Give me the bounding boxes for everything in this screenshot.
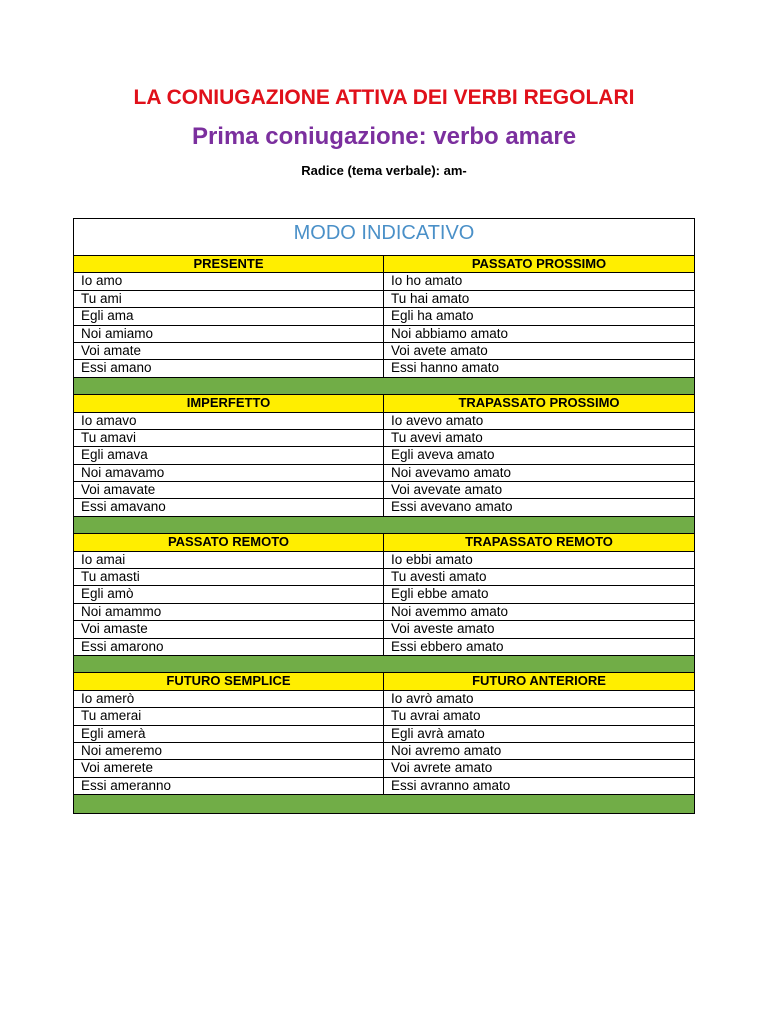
tense-header-simple: FUTURO SEMPLICE xyxy=(74,673,384,689)
simple-form-cell: Io amerò xyxy=(74,691,384,707)
tense-header-simple: PASSATO REMOTO xyxy=(74,534,384,550)
table-row xyxy=(74,778,694,795)
simple-form-cell: Egli amava xyxy=(74,447,384,463)
compound-form-cell: Io avevo amato xyxy=(391,412,484,428)
table-row xyxy=(74,447,694,464)
simple-form-cell: Io amo xyxy=(74,273,384,289)
table-row xyxy=(74,413,694,430)
simple-form-cell: Voi amerete xyxy=(74,760,384,776)
simple-form-cell: Voi amate xyxy=(74,343,384,359)
table-row xyxy=(74,621,694,638)
compound-form-cell: Tu avrai amato xyxy=(391,708,481,724)
compound-form-cell: Essi avranno amato xyxy=(391,777,511,793)
compound-form-cell: Tu hai amato xyxy=(391,290,470,306)
table-row xyxy=(74,343,694,360)
table-row xyxy=(74,499,694,516)
section-separator xyxy=(74,795,694,812)
simple-form-cell: Io amavo xyxy=(74,413,384,429)
simple-form-cell: Essi amavano xyxy=(74,499,384,515)
table-row xyxy=(74,708,694,725)
simple-form-cell: Egli amò xyxy=(74,586,384,602)
simple-form-cell: Essi ameranno xyxy=(74,778,384,794)
simple-form-cell: Tu amavi xyxy=(74,430,384,446)
tense-header-row xyxy=(74,534,694,551)
tense-header-simple: PRESENTE xyxy=(74,256,384,272)
compound-form-cell: Essi hanno amato xyxy=(391,360,500,376)
simple-form-cell: Voi amavate xyxy=(74,482,384,498)
table-row xyxy=(74,465,694,482)
tense-header-row xyxy=(74,395,694,412)
tense-header-compound: TRAPASSATO REMOTO xyxy=(384,534,694,550)
document-subtitle: Prima coniugazione: verbo amare xyxy=(191,123,577,150)
compound-form-cell: Voi aveste amato xyxy=(391,621,495,637)
compound-form-cell: Egli ha amato xyxy=(391,308,474,324)
table-row xyxy=(74,569,694,586)
compound-form-cell: Io avrò amato xyxy=(391,690,474,706)
tense-header-row xyxy=(74,673,694,690)
table-row xyxy=(74,586,694,603)
compound-form-cell: Egli avrà amato xyxy=(391,725,485,741)
table-row xyxy=(74,482,694,499)
simple-form-cell: Egli ama xyxy=(74,308,384,324)
section-separator xyxy=(74,517,694,534)
table-row xyxy=(74,552,694,569)
simple-form-cell: Tu amerai xyxy=(74,708,384,724)
compound-form-cell: Essi avevano amato xyxy=(391,499,513,515)
table-row xyxy=(74,430,694,447)
simple-form-cell: Io amai xyxy=(74,552,384,568)
compound-form-cell: Egli ebbe amato xyxy=(391,586,489,602)
compound-form-cell: Tu avesti amato xyxy=(391,569,487,585)
table-row xyxy=(74,760,694,777)
mode-header: MODO INDICATIVO xyxy=(74,219,694,256)
simple-form-cell: Voi amaste xyxy=(74,621,384,637)
simple-form-cell: Essi amano xyxy=(74,360,384,376)
tense-header-compound: PASSATO PROSSIMO xyxy=(384,256,694,272)
compound-form-cell: Noi avremo amato xyxy=(391,742,502,758)
compound-form-cell: Noi avevamo amato xyxy=(391,464,512,480)
simple-form-cell: Noi ameremo xyxy=(74,743,384,759)
section-separator xyxy=(74,378,694,395)
table-row xyxy=(74,726,694,743)
table-row xyxy=(74,308,694,325)
table-row xyxy=(74,360,694,377)
document-title: LA CONIUGAZIONE ATTIVA DEI VERBI REGOLARI xyxy=(133,86,635,109)
compound-form-cell: Noi abbiamo amato xyxy=(391,325,509,341)
table-row xyxy=(74,604,694,621)
simple-form-cell: Noi amammo xyxy=(74,604,384,620)
tense-header-simple: IMPERFETTO xyxy=(74,395,384,411)
compound-form-cell: Voi avevate amato xyxy=(391,482,503,498)
tense-header-compound: TRAPASSATO PROSSIMO xyxy=(384,395,694,411)
compound-form-cell: Essi ebbero amato xyxy=(391,638,504,654)
compound-form-cell: Noi avemmo amato xyxy=(391,603,509,619)
simple-form-cell: Tu amasti xyxy=(74,569,384,585)
tense-header-row xyxy=(74,256,694,273)
simple-form-cell: Noi amiamo xyxy=(74,326,384,342)
compound-form-cell: Egli aveva amato xyxy=(391,447,495,463)
section-separator xyxy=(74,656,694,673)
conjugation-table xyxy=(73,218,695,814)
table-row xyxy=(74,743,694,760)
table-row xyxy=(74,691,694,708)
table-row xyxy=(74,326,694,343)
compound-form-cell: Io ebbi amato xyxy=(391,551,473,567)
simple-form-cell: Essi amarono xyxy=(74,639,384,655)
tense-header-compound: FUTURO ANTERIORE xyxy=(384,673,694,689)
table-row xyxy=(74,273,694,290)
verb-root: Radice (tema verbale): am- xyxy=(301,163,467,178)
simple-form-cell: Egli amerà xyxy=(74,726,384,742)
simple-form-cell: Tu ami xyxy=(74,291,384,307)
compound-form-cell: Voi avrete amato xyxy=(391,760,493,776)
simple-form-cell: Noi amavamo xyxy=(74,465,384,481)
compound-form-cell: Io ho amato xyxy=(391,273,463,289)
tense-sections xyxy=(74,256,694,813)
table-row xyxy=(74,639,694,656)
compound-form-cell: Voi avete amato xyxy=(391,342,488,358)
compound-form-cell: Tu avevi amato xyxy=(391,429,483,445)
table-row xyxy=(74,291,694,308)
